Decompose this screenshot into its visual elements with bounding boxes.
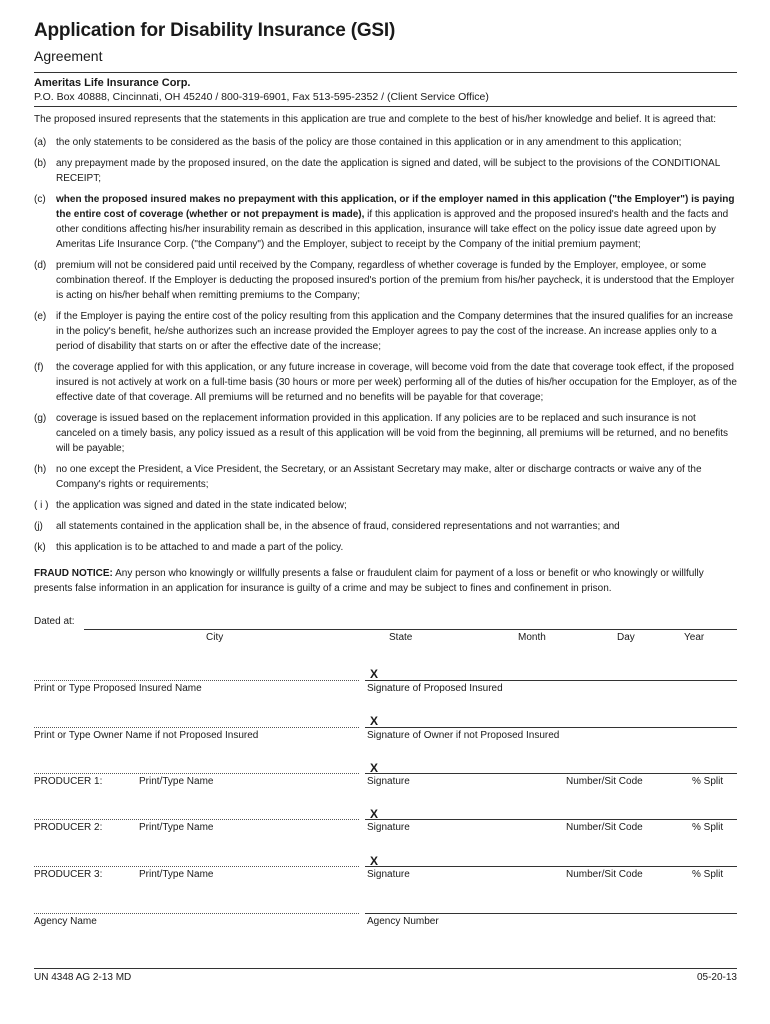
- year-label: Year: [684, 632, 705, 643]
- producer-2-number-label: Number/Sit Code: [566, 822, 643, 833]
- item-label: (d): [34, 260, 47, 271]
- producer-3-name-label: Print/Type Name: [139, 869, 214, 880]
- item-label: (g): [34, 413, 47, 424]
- item-text: the application was signed and dated in the state indicated below;: [56, 500, 347, 511]
- agreement-item-h: [34, 462, 737, 492]
- agreement-intro: The proposed insured represents that the statements in this application are true and complete to the best of his/her knowledge and belief. It is agreed that:: [34, 114, 717, 125]
- producer-2-signature-field[interactable]: [365, 819, 737, 820]
- section-subtitle: Agreement: [34, 48, 103, 64]
- item-label: (f): [34, 362, 44, 373]
- producer-2-name-field[interactable]: [34, 819, 359, 820]
- agreement-items: [34, 135, 737, 561]
- producer-1-signature-label: Signature: [367, 776, 410, 787]
- item-text: any prepayment made by the proposed insured, on the date the application is signed and dated, will be subject to the provisions of the CONDITIONAL RECEIPT;: [56, 158, 720, 184]
- insured-signature-field[interactable]: [365, 680, 737, 681]
- producer-1-label: PRODUCER 1:: [34, 776, 103, 787]
- fraud-notice-label: FRAUD NOTICE:: [34, 568, 113, 579]
- producer-2-name-label: Print/Type Name: [139, 822, 214, 833]
- producer-1-split-label: % Split: [692, 776, 724, 787]
- month-label: Month: [518, 632, 546, 643]
- owner-signature-label: Signature of Owner if not Proposed Insured: [367, 730, 560, 741]
- page-title: Application for Disability Insurance (GSI): [34, 20, 396, 41]
- producer-2-split-label: % Split: [692, 822, 724, 833]
- form-code: UN 4348 AG 2-13 MD: [34, 972, 132, 983]
- producer-2-label: PRODUCER 2:: [34, 822, 103, 833]
- owner-name-label: Print or Type Owner Name if not Proposed Insured: [34, 730, 259, 741]
- agreement-item-g: [34, 411, 737, 456]
- agreement-item-e: [34, 309, 737, 354]
- item-text: premium will not be considered paid until received by the Company, regardless of whether coverage is funded by the Employer, employee, or some combination thereof. If the Employer is deducting the proposed insured's portion of the premium from his/her paycheck, it is understood that the Employer is acting on his/her behalf when remitting premiums to the Company;: [56, 260, 735, 301]
- producer-1-name-field[interactable]: [34, 773, 359, 774]
- owner-signature-field[interactable]: [365, 727, 737, 728]
- producer-3-signature-field[interactable]: [365, 866, 737, 867]
- insured-name-field[interactable]: [34, 680, 359, 681]
- producer-3-label: PRODUCER 3:: [34, 869, 103, 880]
- day-label: Day: [617, 632, 635, 643]
- company-address: P.O. Box 40888, Cincinnati, OH 45240 / 800-319-6901, Fax 513-595-2352 / (Client Service Office): [34, 91, 489, 103]
- producer-1-signature-field[interactable]: [365, 773, 737, 774]
- item-bold-text: when the proposed insured makes no prepayment with this application, or if the employer named in this application ("the Employer") is paying the entire cost of coverage (whether or not prepayment is made),: [56, 194, 735, 220]
- header-rule: [34, 72, 737, 73]
- item-label: (j): [34, 521, 43, 532]
- agreement-item-k: [34, 540, 737, 555]
- agreement-item-d: [34, 258, 737, 303]
- item-label: (k): [34, 542, 46, 553]
- agreement-item-j: [34, 519, 737, 534]
- agency-number-field[interactable]: [365, 913, 737, 914]
- item-label: (h): [34, 464, 47, 475]
- fraud-notice-text: Any person who knowingly or willfully presents a false or fraudulent claim for payment of a loss or benefit or who knowingly or willfully presents false information in an application for insurance is guilty of a crime and may be subject to fines and confinement in prison.: [34, 568, 704, 594]
- signature-x-mark: X: [370, 807, 379, 821]
- producer-3-number-label: Number/Sit Code: [566, 869, 643, 880]
- footer-rule: [34, 968, 737, 969]
- item-label: ( i ): [34, 500, 49, 511]
- item-text: the coverage applied for with this application, or any future increase in coverage, will become void from the date that coverage took effect, if the proposed insured is not actively at work on a full-time basis (30 hours or more per week) performing all of the duties of his/her occupation for the Employer, as of the effective date of that coverage. All premiums will be returned and no benefits will be payable for that coverage;: [56, 362, 737, 403]
- insured-signature-label: Signature of Proposed Insured: [367, 683, 503, 694]
- producer-3-split-label: % Split: [692, 869, 724, 880]
- producer-3-name-field[interactable]: [34, 866, 359, 867]
- agreement-item-c: [34, 192, 737, 252]
- item-label: (e): [34, 311, 47, 322]
- state-label: State: [389, 632, 413, 643]
- producer-2-signature-label: Signature: [367, 822, 410, 833]
- producer-1-number-label: Number/Sit Code: [566, 776, 643, 787]
- company-name: Ameritas Life Insurance Corp.: [34, 77, 191, 89]
- item-text: coverage is issued based on the replacement information provided in this application. If any policies are to be replaced and such insurance is not canceled on a timely basis, any policy issued as a result of this application will be void from the beginning, all premiums will be returned, and no benefits will be payable;: [56, 413, 729, 454]
- item-label: (b): [34, 158, 47, 169]
- city-label: City: [206, 632, 224, 643]
- dated-at-field[interactable]: [84, 629, 737, 630]
- agreement-item-f: [34, 360, 737, 405]
- insured-name-label: Print or Type Proposed Insured Name: [34, 683, 202, 694]
- agreement-item-b: [34, 156, 737, 186]
- owner-name-field[interactable]: [34, 727, 359, 728]
- item-label: (c): [34, 194, 46, 205]
- agency-name-field[interactable]: [34, 913, 359, 914]
- item-text: no one except the President, a Vice President, the Secretary, or an Assistant Secretary may make, alter or discharge contracts or waive any of the Company's rights or requirements;: [56, 464, 702, 490]
- dated-at-label: Dated at:: [34, 616, 75, 627]
- item-text: if this application is approved and the proposed insured's health and the facts and other conditions affecting his/her insurability remain as described in this application, insurance will take effect on the policy issue date agreed upon by Ameritas Life Insurance Corp. ("the Company") and the Employer, subject to receipt by the Company of the initial premium payment;: [56, 209, 729, 250]
- agreement-item-a: [34, 135, 737, 150]
- agency-name-label: Agency Name: [34, 916, 97, 927]
- signature-x-mark: X: [370, 714, 379, 728]
- signature-x-mark: X: [370, 854, 379, 868]
- agreement-item-i: [34, 498, 737, 513]
- fraud-notice: [34, 566, 737, 596]
- item-text: if the Employer is paying the entire cost of the policy resulting from this application and the Company determines that the insured qualifies for an increase in the policy's benefit, he/she authorizes such an increase provided the Employer agrees to pay the cost of the increase. An increase applies only to a period of disability that starts on or after the effective date of the increase;: [56, 311, 734, 352]
- signature-x-mark: X: [370, 667, 379, 681]
- producer-1-name-label: Print/Type Name: [139, 776, 214, 787]
- signature-x-mark: X: [370, 761, 379, 775]
- item-label: (a): [34, 137, 47, 148]
- form-date: 05-20-13: [696, 972, 737, 983]
- item-text: this application is to be attached to and made a part of the policy.: [56, 542, 344, 553]
- producer-3-signature-label: Signature: [367, 869, 410, 880]
- address-rule: [34, 106, 737, 107]
- agency-number-label: Agency Number: [367, 916, 439, 927]
- item-text: all statements contained in the application shall be, in the absence of fraud, considered representations and not warranties; and: [56, 521, 620, 532]
- item-text: the only statements to be considered as the basis of the policy are those contained in this application or in any amendment to this application;: [56, 137, 682, 148]
